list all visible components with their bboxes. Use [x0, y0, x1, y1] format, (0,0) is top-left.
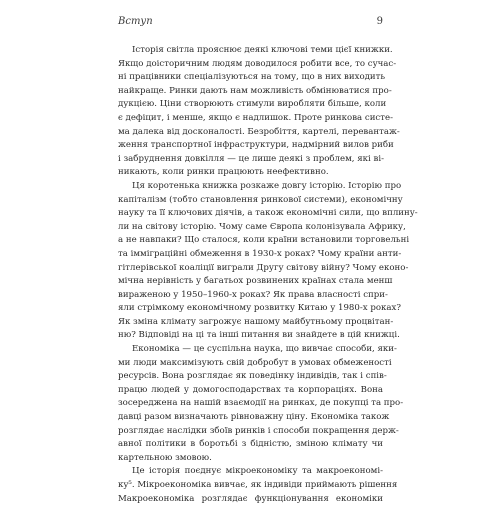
paragraph: [118, 44, 400, 180]
text-line: а не навпаки? Що сталося, коли країни встановили торговельні: [118, 235, 410, 246]
text-line: Економіка — це суспільна наука, що вивчає способи, яки-: [132, 344, 397, 355]
text-line: мічна нерівність у багатьох розвинених країнах стала менш: [118, 276, 393, 287]
page-number: 9: [376, 16, 383, 27]
text-line: картельною змовою.: [118, 452, 212, 463]
text-line: та імміграційні обмеження в 1930-х роках? Чому країни анти-: [118, 248, 402, 259]
text-line: гітлерівської коаліції виграли Другу світову війну? Чому еконо-: [118, 262, 409, 273]
text-line: зосереджена на нашій взаємодії на ринках, де покупці та про-: [118, 398, 404, 409]
text-line: ми люди максимізують свій добробут в умовах обмеженості: [118, 357, 392, 368]
text-line: ження транспортної інфраструктури, надмірний вилов риби: [118, 140, 394, 151]
text-line: науку та її ключових діячів, а також економічні сили, що вплину-: [118, 208, 418, 219]
text-line: ма далека від досконалості. Безробіття, картелі, перевантаж-: [118, 126, 400, 137]
paragraph: [118, 180, 418, 343]
text-line: вираженою у 1950–1960-х роках? Як права власності спри-: [118, 289, 388, 300]
text-line: працю людей у домогосподарствах та корпораціях. Вона: [118, 384, 383, 395]
text-line: Якщо доісторичним людям доводилося робити все, то сучас-: [118, 58, 397, 69]
text-line: розглядає наслідки збоїв ринків і способи покращення держ-: [118, 425, 399, 436]
text-line: никають, коли ринки працюють неефективно.: [118, 167, 329, 178]
paragraph: [118, 343, 404, 465]
text-line: Макроекономіка розглядає функціонування економіки: [118, 493, 383, 504]
text-line: найкраще. Ринки дають нам можливість обмінюватися про-: [118, 85, 392, 96]
text-line: Історія світла прояснює деякі ключові теми цієї книжки.: [132, 45, 393, 55]
text-line: давці разом визначають рівноважну ціну. Економіка також: [118, 412, 390, 423]
text-line: Як зміна клімату загрожує нашому майбутньому процвітан-: [118, 316, 394, 327]
text-line: ли на світову історію. Чому саме Європа колонізувала Африку,: [118, 221, 406, 232]
text-line: Ця коротенька книжка розкаже довгу історію. Історію про: [132, 180, 402, 191]
paragraph: [118, 465, 398, 506]
text-line: ку⁵. Мікроекономіка вивчає, як індивіди приймають рішення: [118, 480, 398, 490]
text-line: є дефіцит, і менше, якщо є надлишок. Проте ринкова систе-: [118, 112, 393, 123]
text-line: авної політики в боротьбі з бідністю, зміною клімату чи: [118, 439, 383, 450]
chapter-title: Вступ: [118, 16, 153, 27]
text-line: капіталізм (тобто становлення ринкової системи), економічну: [118, 194, 403, 205]
text-line: Це історія поєднує мікроекономіку та макроекономі-: [132, 466, 383, 477]
body-text: [118, 44, 418, 506]
text-line: і забруднення довкілля — це лише деякі з проблем, які ві-: [118, 153, 384, 164]
text-line: ню? Відповіді на ці та інші питання ви знайдете в цій книжці.: [118, 330, 400, 341]
text-line: ні працівники спеціалізуються на тому, що в них виходить: [118, 72, 386, 83]
text-line: ресурсів. Вона розглядає як поведінку індивідів, так і спів-: [118, 371, 387, 382]
running-head: [118, 16, 383, 32]
text-line: дукцією. Ціни створюють стимули виробляти більше, коли: [118, 99, 387, 110]
text-line: яли стрімкому економічному розвитку Китаю у 1980-х роках?: [118, 303, 401, 314]
